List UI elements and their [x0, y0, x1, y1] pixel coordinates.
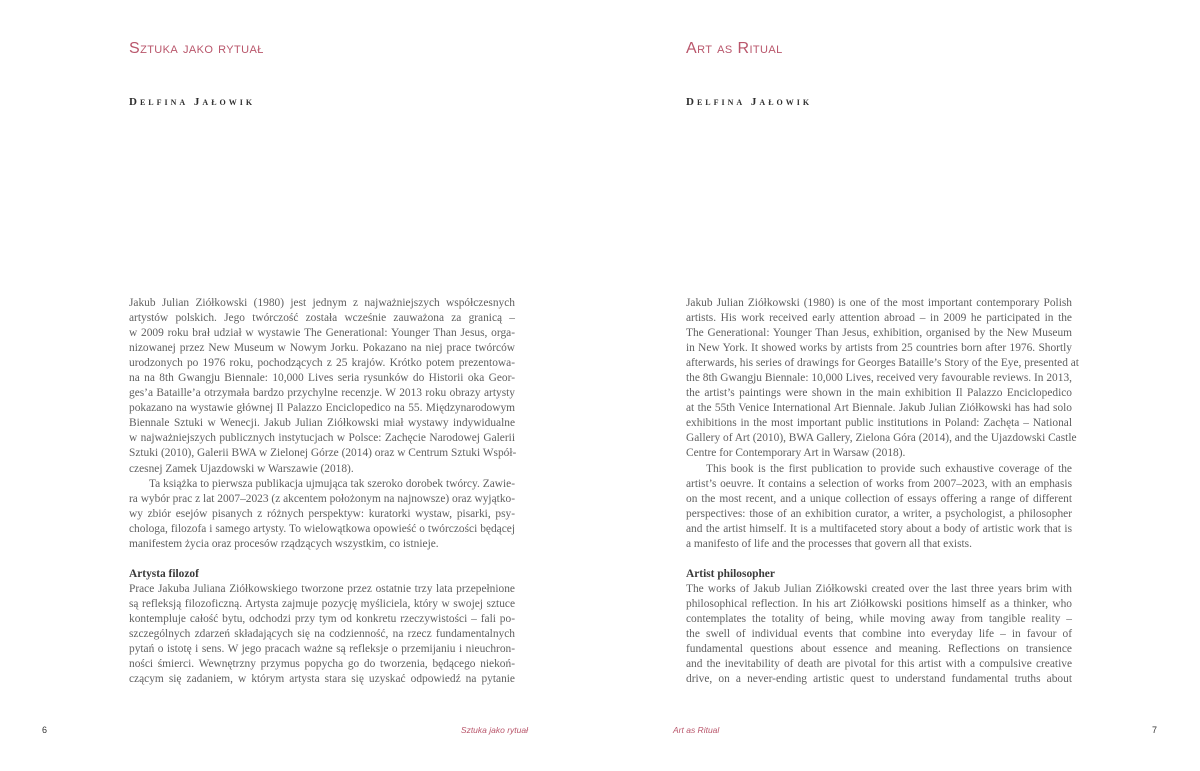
- text-line: pokazano na wystawie głównej Il Palazzo Enciclopedico na 55. Międzynarodowym: [129, 402, 515, 415]
- text-line: perspectives: those of an exhibition curator, a writer, a psychologist, a philosopher: [686, 507, 1072, 520]
- text-line: contemplates the totality of being, while moving away from tangible reality –: [686, 612, 1072, 625]
- text-line: Centre for Contemporary Art in Warsaw (2018).: [686, 447, 906, 460]
- text-line: fundamental questions about essence and meaning. Reflections on transience: [686, 643, 1072, 656]
- page-number: 7: [1151, 725, 1157, 735]
- body-text: [686, 296, 1079, 687]
- text-line: on the most recent, and a unique collection of essays offering a range of different: [686, 492, 1072, 505]
- text-line: szczególnych zdarzeń składających się na codzienność, na rzecz fundamentalnych: [129, 627, 515, 640]
- text-line: in New York. It showed works by artists from 25 countries born after 1976. Shortly: [686, 342, 1072, 355]
- section-heading: Artysta filozof: [129, 567, 199, 580]
- text-line: artists. His work received early attention abroad – in 2009 he participated in the: [686, 312, 1072, 325]
- text-line: na na 8th Gwangju Biennale: 10,000 Lives seria rysunków do Historii oka Geor-: [129, 372, 515, 385]
- text-line: nizowanej przez New Museum w Nowym Jorku. Pokazano na niej prace twórców: [129, 342, 515, 355]
- author-name: Delfina Jałowik: [686, 96, 813, 108]
- section-heading: Artist philosopher: [686, 567, 775, 580]
- text-line: and the artist himself. It is a multifaceted story about a body of artistic work that is: [686, 522, 1072, 535]
- text-line: Jakub Julian Ziółkowski (1980) is one of the most important contemporary Polish: [686, 297, 1072, 309]
- paragraph-block: [129, 296, 515, 552]
- text-line: philosophical reflection. In his art Ziółkowski positions himself as a thinker, who: [686, 597, 1072, 610]
- text-line: pytań o istotę i sens. W jego pracach ważne są refleksje o przemijaniu i nieuchron-: [129, 643, 515, 656]
- body-text: [129, 296, 515, 687]
- text-line: The works of Jakub Julian Ziółkowski created over the last three years brim with: [686, 582, 1072, 595]
- text-line: w 2009 roku brał udział w wystawie The Generational: Younger Than Jesus, orga-: [129, 327, 515, 340]
- text-line: Gallery of Art (2010), BWA Gallery, Zielona Góra (2014), and the Ujazdowski Castle: [686, 432, 1077, 445]
- text-line: Jakub Julian Ziółkowski (1980) jest jednym z najważniejszych współczesnych: [129, 297, 515, 309]
- paragraph-block: [686, 296, 1079, 552]
- paragraph-block: [129, 582, 515, 687]
- page-number: 6: [42, 725, 48, 735]
- text-line: Biennale Sztuki w Wenecji. Jakub Julian Ziółkowski miał wystawy indywidualne: [129, 417, 515, 430]
- text-line: czącym się zadaniem, w którym artysta stara się uzyskać odpowiedź na pytanie: [129, 673, 515, 686]
- text-line: and the inevitability of death are pivotal for this artist with a compulsive creative: [686, 658, 1072, 671]
- text-line: exhibitions in the most important public institutions in Poland: Zachęta – National: [686, 417, 1072, 430]
- text-line: afterwards, his series of drawings for Georges Bataille’s Story of the Eye, presented at: [686, 357, 1079, 370]
- text-line: the swell of individual events that combine into everyday life – in favour of: [686, 627, 1072, 640]
- text-line: the 8th Gwangju Biennale: 10,000 Lives, received very favourable reviews. In 2013,: [686, 372, 1072, 385]
- text-line: artystów polskich. Jego twórczość została wcześnie zauważona za granicą –: [129, 312, 515, 325]
- text-line: drive, on a never-ending artistic quest to understand fundamental truths about: [686, 673, 1072, 686]
- paragraph-block: [686, 582, 1072, 687]
- text-line: chologa, filozofa i samego artysty. To wielowątkowa opowieść o twórczości będącej: [129, 522, 515, 535]
- text-line: The Generational: Younger Than Jesus, exhibition, organised by the New Museum: [686, 327, 1072, 340]
- page-title: Art as Ritual: [686, 40, 783, 57]
- text-line: kontempluje całość bytu, odchodzi przy tym od konkretu rzeczywistości – fali po-: [129, 612, 515, 625]
- text-line: a manifesto of life and the processes that govern all that exists.: [686, 537, 972, 550]
- page-title: Sztuka jako rytuał: [129, 40, 264, 57]
- text-line: w najważniejszych publicznych instytucjach w Polsce: Zachęcie Narodowej Galerii: [129, 432, 515, 445]
- text-line: wy zbiór esejów pisanych z różnych perspektyw: kuratorki wystaw, pisarki, psy-: [129, 507, 515, 520]
- text-line: Sztuki (2010), Galerii BWA w Zielonej Górze (2014) oraz w Centrum Sztuki Współ-: [129, 447, 517, 460]
- running-head: Sztuka jako rytuał: [460, 725, 528, 735]
- text-line: the artist’s paintings were shown in the main exhibition Il Palazzo Enciclopedico: [686, 387, 1072, 400]
- right-page: [600, 0, 1200, 771]
- text-line: są refleksją filozoficzną. Artysta zajmuje pozycję myśliciela, który w swojej sztuce: [129, 597, 515, 610]
- text-line: manifestem życia oraz procesów rządzących wszystkim, co istnieje.: [129, 537, 439, 550]
- text-line: This book is the first publication to provide such exhaustive coverage of the: [706, 462, 1072, 475]
- text-line: Ta książka to pierwsza publikacja ujmująca tak szeroko dorobek twórcy. Zawie-: [149, 477, 515, 490]
- text-line: ges’a Bataille’a otrzymała bardzo przychylne recenzje. W 2013 roku obrazy artysty: [129, 387, 515, 400]
- text-line: ra wybór prac z lat 2007–2023 (z akcentem położonym na najnowsze) oraz wyjątko-: [129, 492, 515, 505]
- author-name: Delfina Jałowik: [129, 96, 256, 108]
- text-line: urodzonych po 1976 roku, pochodzących z 25 krajów. Krótko potem prezentowa-: [129, 357, 515, 370]
- text-line: czesnej Zamek Ujazdowski w Warszawie (2018).: [129, 462, 354, 475]
- text-line: artist’s oeuvre. It contains a selection of works from 2007–2023, with an emphasis: [686, 477, 1072, 490]
- text-line: at the 55th Venice International Art Biennale. Jakub Julian Ziółkowski has had solo: [686, 402, 1072, 415]
- text-line: ności śmierci. Wewnętrzny przymus popycha go do tworzenia, będącego niekoń-: [129, 658, 515, 671]
- running-head: Art as Ritual: [673, 725, 720, 735]
- text-line: Prace Jakuba Juliana Ziółkowskiego tworzone przez ostatnie trzy lata przepełnione: [129, 582, 515, 595]
